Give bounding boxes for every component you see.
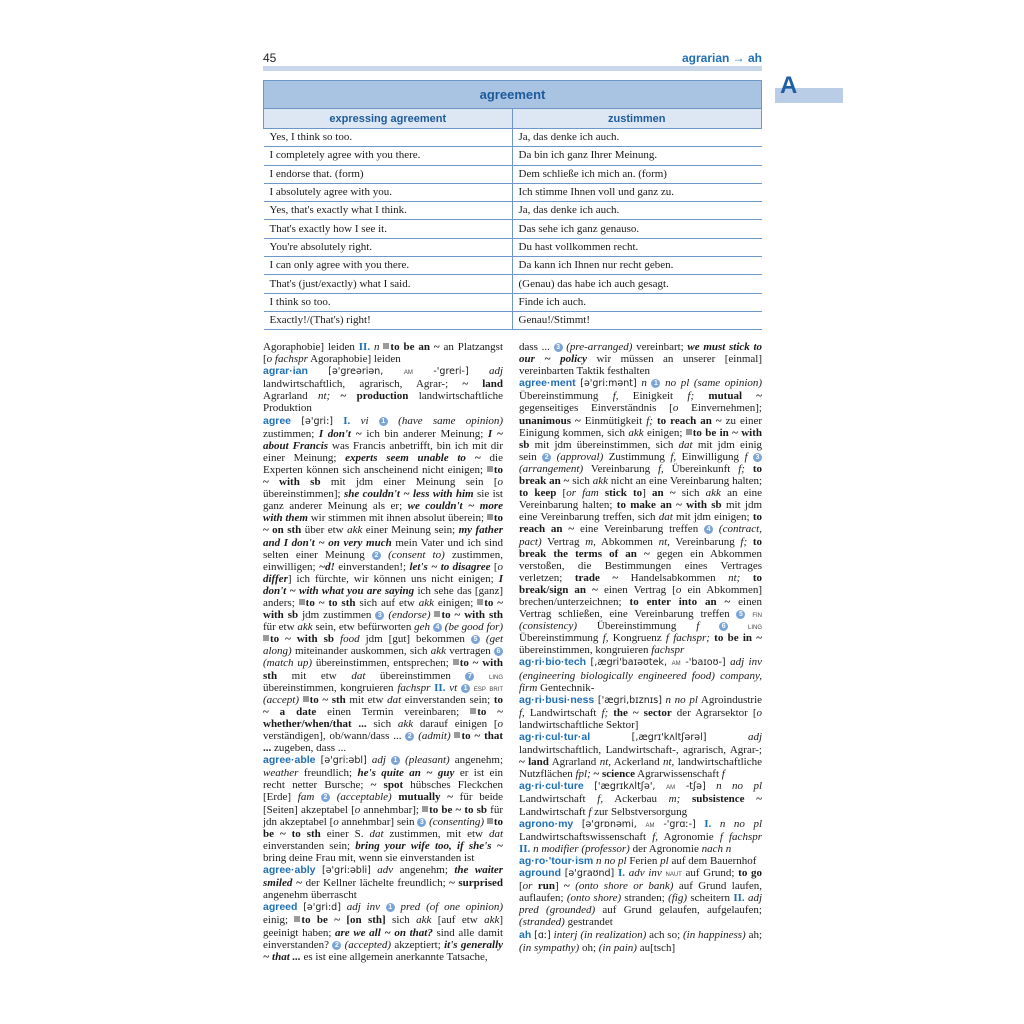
headword: ag·ri·cul·ture <box>519 780 584 793</box>
box-title: agreement <box>264 81 762 109</box>
entry-agricultural: ag·ri·cul·tur·al [,ægrɪ'kʌltʃərəl] adj landwirtschaftlich, Landwirtschaft-, agrarisch, Agrar-; ~ land Agrarland nt, Ackerland nt, landwirtschaftliche Nutzflächen fpl; ~ science Agrarwissenschaft f <box>519 731 763 781</box>
phrase-de: Da bin ich ganz Ihrer Meinung. <box>512 147 762 165</box>
entry-agriculture: ag·ri·cul·ture ['ægrɪkʌltʃə', am -tʃə] n no pl Landwirtschaft f, Ackerbau m; subsistence ~ Landwirtschaft f zur Selbstversorgung <box>519 780 763 818</box>
phrase-de: Ja, das denke ich auch. <box>512 129 762 147</box>
column-header-english: expressing agreement <box>264 109 513 129</box>
entry-aground: aground [ə'graʊnd] I. adv inv naut auf Grund; to go [or run] ~ (onto shore or bank) auf Grund laufen, auflaufen; (onto shore) stranden; (fig) scheitern II. adj pred (grounded) auf Grund gelaufen, aufgelaufen; (stranded) gestrandet <box>519 867 763 929</box>
entry-agrarian: agrar·ian [ə'greəriən, am -'greri-] adj landwirtschaftlich, agrarisch, Agrar-; ~ land Agrarland nt; ~ production landwirtschaftliche Produktion <box>263 365 504 415</box>
table-row <box>264 311 762 329</box>
table-row <box>264 220 762 238</box>
agreement-usage-box <box>263 80 762 330</box>
table-row <box>264 147 762 165</box>
entry-agoraphobia-tail: Agoraphobie] leiden II. n to be an ~ an Platzangst [o fachspr Agoraphobie] leiden <box>263 341 504 366</box>
headword: ag·ri·bio·tech <box>519 656 587 669</box>
table-row <box>264 238 762 256</box>
phrase-en: You're absolutely right. <box>264 238 513 256</box>
phrase-en: That's (just/exactly) what I said. <box>264 275 513 293</box>
entry-agreeable: agree·able [ə'gri:əbl] adj 1 (pleasant) angenehm; weather freundlich; he's quite an ~ guy er ist ein recht netter Bursche; ~ spot hübsches Fleckchen [Erde] fam 2 (acceptable) mutually ~ für beide [Seiten] akzeptabel [o annehmbar]; to be ~ to sb für jdn akzeptabel [o annehmbar] sein 3 (consenting) to be ~ to sth einer S. dat zustimmen, mit etw dat einverstanden sein; bring your wife too, if she's ~ bring deine Frau mit, wenn sie einverstanden ist <box>263 754 504 864</box>
dictionary-column-left <box>263 341 503 963</box>
headword: ah <box>519 928 532 941</box>
entry-agronomy: agrono·my [ə'grɒnəmi, am -'grɑː-] I. n no pl Landwirtschaftswissenschaft f, Agronomie f fachspr II. n modifier (professor) der Agronomie nach n <box>519 817 763 855</box>
entry-agreeably: agree·ably [ə'gri:əbli] adv angenehm; the waiter smiled ~ der Kellner lächelte freundlich; ~ surprised angenehm überrascht <box>263 864 504 902</box>
phrase-en: Yes, I think so too. <box>264 129 513 147</box>
dictionary-column-right <box>519 341 762 954</box>
phrase-en: I think so too. <box>264 293 513 311</box>
table-row <box>264 165 762 183</box>
header-rule <box>263 66 762 71</box>
headword: agree <box>263 414 292 427</box>
entry-agreed-cont: dass ... 3 (pre-arranged) vereinbart; we must stick to our ~ policy wir müssen an unserer [einmal] vereinbarten Taktik festhalten <box>519 341 762 378</box>
headword: agrar·ian <box>263 365 308 378</box>
headword: ag·ri·cul·tur·al <box>519 731 591 743</box>
phrase-en: Yes, that's exactly what I think. <box>264 202 513 220</box>
entry-ah: ah [ɑː] interj (in realization) ach so; (in happiness) ah; (in sympathy) oh; (in pain) au[tsch] <box>519 928 763 954</box>
phrase-de: Finde ich auch. <box>512 293 762 311</box>
box-rows <box>264 129 762 330</box>
column-header-german: zustimmen <box>512 109 762 129</box>
entry-agrotourism: ag·ro·'tour·ism n no pl Ferien pl auf dem Bauernhof <box>519 854 757 867</box>
phrase-de: Ich stimme Ihnen voll und ganz zu. <box>512 183 762 201</box>
table-row <box>264 257 762 275</box>
phrase-en: I endorse that. (form) <box>264 165 513 183</box>
headword: agreed <box>263 901 298 914</box>
running-head: agrarian → ah <box>681 51 762 65</box>
phrase-en: Exactly!/(That's) right! <box>264 311 513 329</box>
phrase-en: I absolutely agree with you. <box>264 183 513 201</box>
phrase-de: Ja, das denke ich auch. <box>512 202 762 220</box>
phrase-de: (Genau) das habe ich auch gesagt. <box>512 275 762 293</box>
phrase-de: Da kann ich Ihnen nur recht geben. <box>512 257 762 275</box>
headword: aground <box>519 867 561 880</box>
entry-agreement: agree·ment [ə'gri:mənt] n 1 no pl (same opinion) Übereinstimmung f, Einigkeit f; mutual ~ gegenseitiges Einverständnis [o Einvernehmen]; unanimous ~ Einmütigkeit f; to reach an ~ zu einer Einigung kommen, sich akk einigen; to be in ~ with sb mit jdm übereinstimmen, sich dat mit jdm einig sein 2 (approval) Zustimmung f, Einwilligung f 3 (arrangement) Vereinbarung f, Übereinkunft f; to break an ~ sich akk nicht an eine Vereinbarung halten; to keep [or fam stick to] an ~ sich akk an eine Vereinbarung halten; to make an ~ with sb mit jdm eine Vereinbarung treffen, sich dat mit jdm einigen; to reach an ~ eine Vereinbarung treffen 4 (contract, pact) Vertrag m, Abkommen nt, Vereinbarung f; to break the terms of an ~ gegen ein Abkommen verstoßen, die Bestimmungen eines Vertrages verletzen; trade ~ Handelsabkommen nt; to break/sign an ~ einen Vertrag [o ein Abkommen] brechen/unterzeichnen; to enter into an ~ einen Vertrag schließen, eine Vereinbarung treffen 5 fin (consistency) Übereinstimmung f 6 ling Übereinstimmung f, Kongruenz f fachspr; to be in ~ übereinstimmen, kongruieren fachspr <box>519 377 763 657</box>
table-row <box>264 275 762 293</box>
table-row <box>264 183 762 201</box>
entry-agribusiness: ag·ri·busi·ness ['ægri,bɪznɪs] n no pl Agroindustrie f, Landwirtschaft f; the ~ sector der Agrarsektor [o landwirtschaftliche Sektor] <box>519 693 763 731</box>
table-row <box>264 202 762 220</box>
thumb-letter: A <box>780 72 798 99</box>
phrase-en: I can only agree with you there. <box>264 257 513 275</box>
phrase-de: Dem schließe ich mich an. (form) <box>512 165 762 183</box>
phrase-en: I completely agree with you there. <box>264 147 513 165</box>
phrase-de: Das sehe ich ganz genauso. <box>512 220 762 238</box>
headword: agree·able <box>263 754 316 767</box>
phrase-en: That's exactly how I see it. <box>264 220 513 238</box>
headword: agrono·my <box>519 817 574 830</box>
headword: ag·ri·busi·ness <box>519 693 595 706</box>
headword: agree·ably <box>263 864 316 877</box>
headword: ag·ro·'tour·ism <box>519 854 594 867</box>
table-row <box>264 293 762 311</box>
entry-agree: agree [ə'gri:] I. vi 1 (have same opinion) zustimmen; I don't ~ ich bin anderer Meinung; I ~ about Francis was Francis anbetrifft, bin ich mit dir einer Meinung; experts seem unable to ~ die Experten können sich anscheinend nicht einigen; to ~ with sb mit jdm einer Meinung sein [o übereinstimmen]; she couldn't ~ less with him sie ist ganz anderer Meinung als er; we couldn't ~ more with them wir stimmen mit ihnen absolut überein; to ~ on sth über etw akk einer Meinung sein; my father and I don't ~ on very much mein Vater und ich sind selten einer Meinung 2 (consent to) zustimmen, einwilligen; ~d! einverstanden!; let's ~ to disagree [o differ] ich fürchte, wir können uns nicht einigen; I don't ~ with what you are saying ich sehe das [ganz] anders; to ~ to sth sich auf etw akk einigen; to ~ with sb jdm zustimmen 3 (endorse) to ~ with sth für etw akk sein, etw befürworten geh 4 (be good for) to ~ with sb food jdm [gut] bekommen 5 (get along) miteinander auskommen, sich akk vertragen 6 (match up) übereinstimmen, entsprechen; to ~ with sth mit etw dat übereinstimmen 7 ling übereinstimmen, kongruieren fachspr II. vt 1 esp brit (accept) to ~ sth mit etw dat einverstanden sein; to ~ a date einen Termin vereinbaren; to ~ whether/when/that ... sich akk darauf einigen [o verständigen], ob/wann/dass ... 2 (admit) to ~ that ... zugeben, dass ... <box>263 414 504 755</box>
page-number: 45 <box>263 51 277 65</box>
entry-agreed: agreed [ə'gri:d] adj inv 1 pred (of one opinion) einig; to be ~ [on sth] sich akk [auf etw akk] geeinigt haben; are we all ~ on that? sind alle damit einverstanden? 2 (accepted) akzeptiert; it's generally ~ that ... es ist eine allgemein anerkannte Tatsache, <box>263 901 504 963</box>
entry-agribiotech: ag·ri·bio·tech [,ægri'baɪəʊtek, am -'baɪoʊ-] adj inv (engineering biologically engineered food) company, firm Gentechnik- <box>519 656 762 694</box>
phrase-de: Genau!/Stimmt! <box>512 311 762 329</box>
headword: agree·ment <box>519 377 576 390</box>
phrase-de: Du hast vollkommen recht. <box>512 238 762 256</box>
table-row <box>264 129 762 147</box>
